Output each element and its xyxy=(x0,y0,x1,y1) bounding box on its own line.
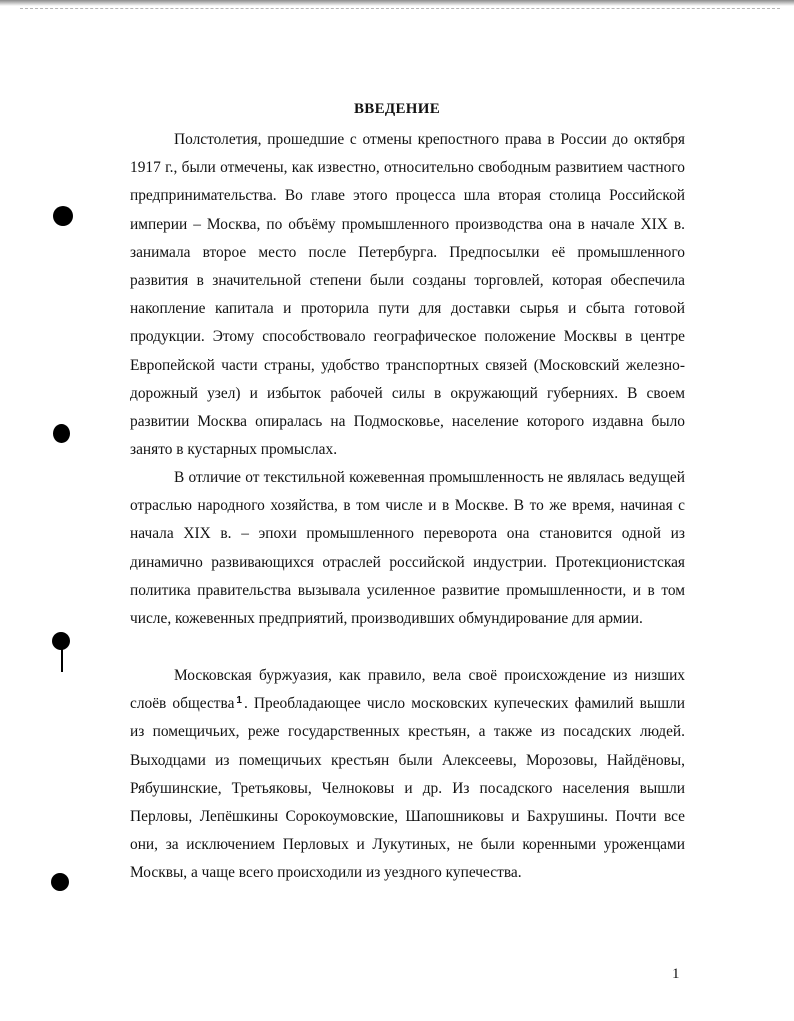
punch-hole-mark xyxy=(53,206,73,226)
punch-hole-mark xyxy=(51,873,69,891)
scan-top-dashed-line xyxy=(20,8,780,9)
paragraph xyxy=(130,464,685,633)
scan-top-edge xyxy=(0,0,794,6)
page-title: ВВЕДЕНИЕ xyxy=(353,101,441,117)
paragraph xyxy=(130,126,685,464)
paragraph-text: В отличие от текстильной кожевенная промышленность не являлась ведущей отраслью народного хозяйства, в том числе и в Москве. В то же время, начиная с начала XIX в. – эпохи промышленного переворота она становится одной из динамично развивающихся отраслей российской индустрии. Протекционистская политика правительства вызывала усиленное развитие промышленности, и в том числе, кожевенных предприятий, производивших обмундирование для армии. xyxy=(130,469,685,628)
page-number: 1 xyxy=(672,966,680,982)
paragraph xyxy=(130,662,685,888)
punch-hole-mark xyxy=(53,424,70,443)
binding-mark-line xyxy=(61,646,63,672)
paragraph-text: Московская буржуазия, как правило, вела своё происхождение из низших слоёв общества xyxy=(130,667,685,713)
paragraph-text: . Преобладающее число московских купеческих фамилий вышли из помещичьих, реже государственных крестьян, а также из посадских людей. Выходцами из помещичьих крестьян были Алексеевы, Морозовы, Найдёновы, Рябушинские, Третьяковы, Челноковы и др. Из посадского населения вышли Перловы, Лепёшкины Сорокоумовские, Шапошниковы и Бахрушины. Почти все они, за исключением Перловых и Лукутиных, не были коренными уроженцами Москвы, а чаще всего происходили из уездного купечества. xyxy=(130,695,685,882)
footnote-reference[interactable]: 1 xyxy=(236,695,242,707)
paragraph-text: Полстолетия, прошедшие с отмены крепостного права в России до октября 1917 г., были отмечены, как известно, относительно свободным развитием частного предпринимательства. Во главе этого процесса шла вторая столица Российской империи – Москва, по объёму промышленного производства она в начале XIX в. занимала второе место после Петербурга. Предпосылки её промышленного развития в значительной степени были созданы торговлей, которая обеспечила накопление капитала и проторила пути для доставки сырья и сбыта готовой продукции. Этому способствовало географическое положение Москвы в центре Европейской части страны, удобство транспортных связей (Московский железно-дорожный узел) и избыток рабочей силы в окружающий губерниях. В своем развитии Москва опиралась на Подмосковье, население которого издавна было занято в кустарных промыслах. xyxy=(130,131,685,459)
